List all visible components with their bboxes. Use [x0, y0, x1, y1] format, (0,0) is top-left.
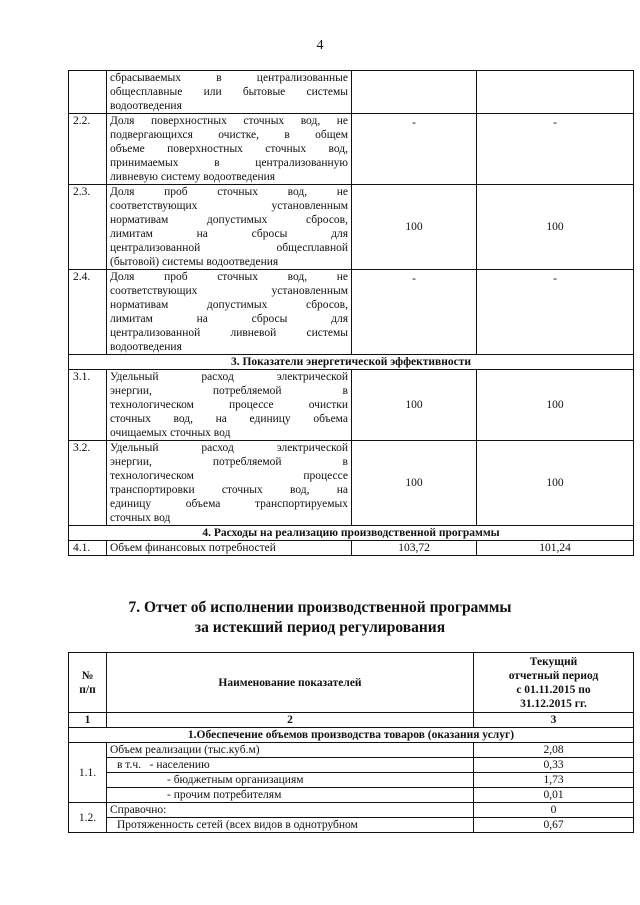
row-value: 2,08	[474, 743, 634, 758]
row-label: Справочно:	[107, 803, 474, 818]
description-line: технологическом процессе	[110, 470, 348, 482]
table-row	[69, 370, 634, 441]
description-line: сточных вод	[110, 512, 171, 524]
row-number: 2.3.	[69, 185, 107, 270]
description-line: централизованной ливневой системы	[110, 327, 348, 339]
description-line: Удельный расход электрической	[110, 371, 348, 383]
description-line: сточных вод, на единицу объема	[110, 413, 348, 425]
row-label: - бюджетным организациям	[107, 773, 474, 788]
table-row	[69, 541, 634, 556]
row-label: Объем реализации (тыс.куб.м)	[107, 743, 474, 758]
report-table-header	[69, 653, 634, 713]
table-row	[69, 185, 634, 270]
indicators-table	[68, 70, 634, 556]
description-line: очищаемых сточных вод	[110, 427, 231, 439]
description-line: общесплавные или бытовые системы	[110, 86, 348, 98]
table-row	[69, 773, 634, 788]
description-line: объеме поверхностных сточных вод,	[110, 143, 348, 155]
value-current	[352, 71, 477, 114]
col-period-line: 31.12.2015 гг.	[520, 697, 587, 710]
section-1-title: 1.Обеспечение объемов производства товаров (оказания услуг)	[69, 728, 634, 743]
row-number: 2.4.	[69, 270, 107, 355]
description-line: соответствующих установленным	[110, 285, 348, 297]
value-current: 100	[352, 185, 477, 270]
description-line: энергии, потребляемой в	[110, 456, 348, 468]
row-number: 1.2.	[69, 803, 107, 833]
description-line: Доля поверхностных сточных вод, не	[110, 115, 348, 127]
section-4-row-title: 4. Расходы на реализацию производственной программы	[69, 526, 634, 541]
row-description	[107, 71, 352, 114]
section-1-row	[69, 728, 634, 743]
description-line: соответствующих установленным	[110, 200, 348, 212]
value-planned: 101,24	[477, 541, 634, 556]
description-line: технологическом процессе очистки	[110, 399, 348, 411]
description-line: подвергающихся очистке, в общем	[110, 129, 348, 141]
row-description	[107, 441, 352, 526]
col-period-line: Текущий	[529, 655, 578, 668]
value-planned: -	[477, 270, 634, 355]
row-description: Объем финансовых потребностей	[107, 541, 352, 556]
description-line: нормативам допустимых сбросов,	[110, 214, 348, 226]
description-line: водоотведения	[110, 100, 182, 112]
row-value: 0	[474, 803, 634, 818]
row-description	[107, 185, 352, 270]
row-number: 2.2.	[69, 114, 107, 185]
description-line: единицу объема транспортируемых	[110, 498, 348, 510]
row-number: 3.2.	[69, 441, 107, 526]
description-line: принимаемых в централизованную	[110, 157, 348, 169]
section-3-row-title: 3. Показатели энергетической эффективности	[69, 355, 634, 370]
page-number: 4	[316, 38, 324, 53]
report-heading	[0, 598, 640, 638]
description-line: водоотведения	[110, 341, 182, 353]
row-value: 0,33	[474, 758, 634, 773]
table-row	[69, 71, 634, 114]
colnum-2: 2	[107, 713, 474, 728]
description-line: транспортировки сточных вод, на	[110, 484, 348, 496]
value-planned: -	[477, 114, 634, 185]
description-line: лимитам на сбросы для	[110, 313, 348, 325]
table-row	[69, 743, 634, 758]
row-number: 4.1.	[69, 541, 107, 556]
table-row	[69, 818, 634, 833]
col-name-header: Наименование показателей	[107, 653, 474, 713]
row-value: 0,67	[474, 818, 634, 833]
table-row	[69, 788, 634, 803]
report-heading-line2: за истекший период регулирования	[194, 619, 446, 636]
description-line: сбрасываемых в централизованные	[110, 72, 348, 84]
colnum-3: 3	[474, 713, 634, 728]
description-line: централизованной общесплавной	[110, 242, 348, 254]
col-num-header	[69, 653, 107, 713]
section-3-row	[69, 355, 634, 370]
value-current: 100	[352, 370, 477, 441]
row-label: - прочим потребителям	[107, 788, 474, 803]
col-num-header-line1: №	[81, 669, 94, 682]
description-line: энергии, потребляемой в	[110, 385, 348, 397]
description-line: нормативам допустимых сбросов,	[110, 299, 348, 311]
value-current: -	[352, 114, 477, 185]
table-row	[69, 114, 634, 185]
description-line: ливневую систему водоотведения	[110, 171, 276, 183]
col-period-header	[474, 653, 634, 713]
value-planned: 100	[477, 441, 634, 526]
row-number: 3.1.	[69, 370, 107, 441]
table-row	[69, 270, 634, 355]
value-planned: 100	[477, 185, 634, 270]
row-description	[107, 270, 352, 355]
report-heading-line1: 7. Отчет об исполнении производственной программы	[128, 599, 512, 616]
description-line: Удельный расход электрической	[110, 442, 348, 454]
description-line: Доля проб сточных вод, не	[110, 186, 348, 198]
value-current: 100	[352, 441, 477, 526]
col-period-line: с 01.11.2015 по	[516, 683, 591, 696]
table-row	[69, 803, 634, 818]
row-number: 1.1.	[69, 743, 107, 803]
row-label: Протяженность сетей (всех видов в однотрубном	[107, 818, 474, 833]
row-label: в т.ч. - населению	[107, 758, 474, 773]
section-4-row	[69, 526, 634, 541]
value-current: -	[352, 270, 477, 355]
table-row	[69, 758, 634, 773]
report-table	[68, 652, 634, 833]
row-description	[107, 114, 352, 185]
description-line: лимитам на сбросы для	[110, 228, 348, 240]
description-line: Доля проб сточных вод, не	[110, 271, 348, 283]
col-period-line: отчетный период	[508, 669, 599, 682]
row-number	[69, 71, 107, 114]
colnum-1: 1	[69, 713, 107, 728]
value-current: 103,72	[352, 541, 477, 556]
row-description	[107, 370, 352, 441]
row-value: 0,01	[474, 788, 634, 803]
table-row	[69, 441, 634, 526]
row-value: 1,73	[474, 773, 634, 788]
value-planned: 100	[477, 370, 634, 441]
value-planned	[477, 71, 634, 114]
col-num-header-line2: п/п	[79, 683, 96, 696]
column-numbers-row	[69, 713, 634, 728]
description-line: (бытовой) системы водоотведения	[110, 256, 279, 268]
